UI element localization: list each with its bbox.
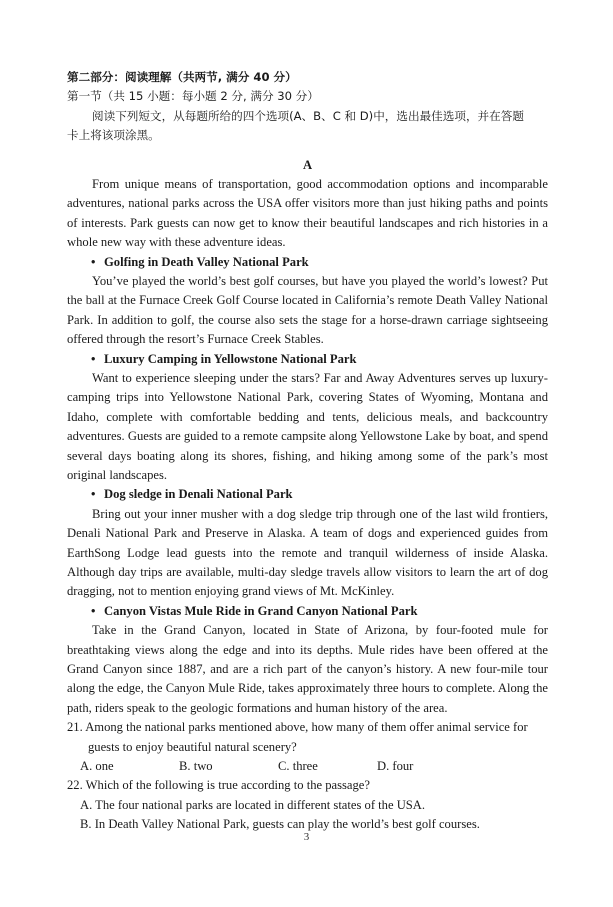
heading-text: Golfing in Death Valley National Park xyxy=(104,254,309,269)
exam-page xyxy=(67,68,548,835)
passage-label: A xyxy=(302,157,313,172)
item-body-camping: Want to experience sleeping under the stars? Far and Away Adventures serves up luxury-camping trips into Yellowstone National Park, covering States of Wyoming, Montana and Idaho, complete with comfortable bedding and tents, delicious meals, and backcountry adventures. Guests are guided to a remote campsite along Yellowstone Lake by boat, and spend several days boating along its shores, fishing, and hiking among some of the park’s most original landscapes. xyxy=(67,370,548,483)
heading-text: Dog sledge in Denali National Park xyxy=(104,487,293,502)
bullet-icon: • xyxy=(91,254,96,269)
question-21-stem: 21. Among the national parks mentioned above, how many of them offer animal service for xyxy=(67,720,528,735)
bullet-icon: • xyxy=(91,487,96,502)
question-21-options xyxy=(67,757,548,776)
heading-text: Canyon Vistas Mule Ride in Grand Canyon National Park xyxy=(104,603,418,618)
passage-intro: From unique means of transportation, good accommodation options and incomparable adventures, national parks across the USA offer visitors more than just hiking paths and points of interests. Park guests can now get to know their beautiful landscapes and rich histories in a whole new way with these adventure ideas. xyxy=(67,176,548,250)
bullet-icon: • xyxy=(91,603,96,618)
instructions-line-1: 阅读下列短文，从每题所给的四个选项(A、B、C 和 D)中，选出最佳选项，并在答题 xyxy=(92,108,524,123)
heading-text: Luxury Camping in Yellowstone National Park xyxy=(104,351,357,366)
item-body-dog-sledge: Bring out your inner musher with a dog sledge trip through one of the last wild frontiers, Denali National Park and Preserve in Alaska. A team of dogs and experienced guides from EarthSong Lodge lead guests into the remote and tranquil wilderness of inside Alaska. Although day trips are available, multi-day sledge travels allow visitors to learn the art of dog dragging, not to mention enjoying grand views of Mt. McKinley. xyxy=(67,506,548,599)
bullet-icon: • xyxy=(91,351,96,366)
question-22-stem: 22. Which of the following is true according to the passage? xyxy=(67,778,370,793)
item-body-mule-ride: Take in the Grand Canyon, located in State of Arizona, by four-footed mule for breathtaking views along the edge and into its depths. Mule rides have been offered at the Grand Canyon since 1887, and are a rich part of the canyon’s history. A new four-mile tour along the edge, the Canyon Mule Ride, takes approximately three hours to complete. Along the path, riders speak to the geologic formations and human history of the area. xyxy=(67,623,548,715)
item-body-golf: You’ve played the world’s best golf courses, but have you played the world’s lowest? Put the ball at the Furnace Creek Golf Course located in California’s remote Death Valley National Park. In addition to golf, the course also sets the stage for a horse-drawn carriage sightseeing offered through the resort’s Furnace Creek Stables. xyxy=(67,273,548,347)
question-22-option-b: B. In Death Valley National Park, guests can play the world’s best golf courses. xyxy=(80,817,480,832)
item-heading-dog-sledge xyxy=(67,485,548,504)
item-heading-mule-ride xyxy=(67,602,548,621)
subsection-title: 第一节（共 15 小题：每小题 2 分, 满分 30 分） xyxy=(67,89,319,104)
question-22-option-a: A. The four national parks are located in different states of the USA. xyxy=(80,797,426,812)
instructions-line-2: 卡上将该项涂黑。 xyxy=(67,128,160,143)
item-heading-golf xyxy=(67,253,548,272)
part-title: 第二部分：阅读理解（共两节, 满分 40 分） xyxy=(67,70,297,84)
page-number: 3 xyxy=(303,831,310,843)
option-c: C. three xyxy=(278,759,318,774)
option-a: A. one xyxy=(80,759,114,774)
option-b: B. two xyxy=(179,759,213,774)
question-21-stem-cont: guests to enjoy beautiful natural scenery? xyxy=(88,739,297,754)
item-heading-camping xyxy=(67,350,548,369)
option-d: D. four xyxy=(377,759,414,774)
